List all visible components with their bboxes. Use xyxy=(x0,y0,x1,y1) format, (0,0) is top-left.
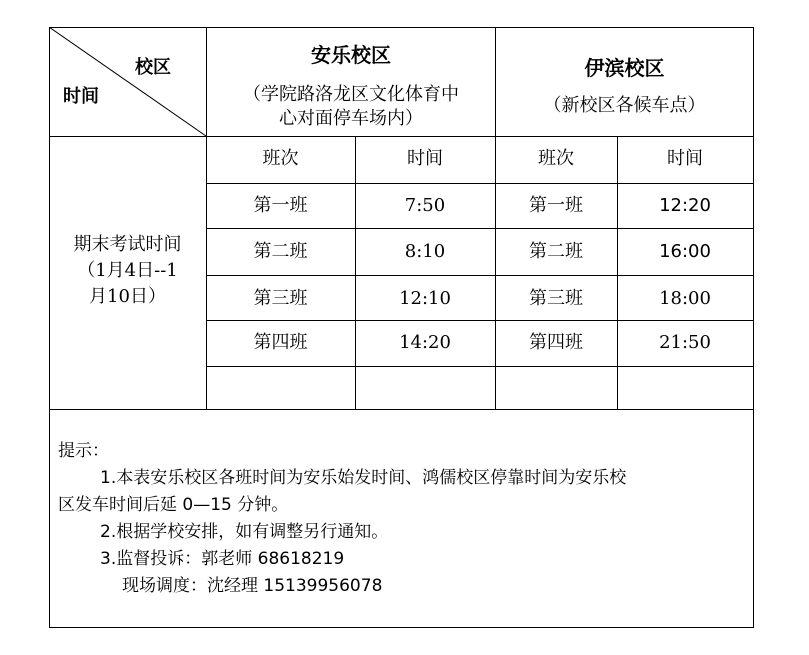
note-item-3-continued: 现场调度：沈经理 15139956078 xyxy=(122,576,383,596)
anle-shift-cell: 第二班 xyxy=(253,241,308,262)
row-divider xyxy=(206,275,754,276)
anle-shift-cell: 第四班 xyxy=(253,332,308,353)
yibin-time-cell: 16:00 xyxy=(659,241,711,262)
exam-period-dates: （1月4日--1 xyxy=(77,260,178,281)
corner-campus-label: 校区 xyxy=(135,57,171,78)
yibin-time-cell: 21:50 xyxy=(659,332,711,353)
yibin-shift-cell: 第一班 xyxy=(529,195,583,216)
anle-time-cell: 12:10 xyxy=(399,288,451,309)
note-item-2: 2.根据学校安排，如有调整另行通知。 xyxy=(100,522,389,542)
corner-time-label: 时间 xyxy=(63,86,99,107)
corner-diagonal xyxy=(49,27,207,137)
yibin-shift-cell: 第二班 xyxy=(529,241,583,262)
row-divider xyxy=(206,320,754,321)
col-divider xyxy=(617,136,618,409)
yibin-time-cell: 12:20 xyxy=(659,195,711,216)
anle-shift-cell: 第一班 xyxy=(253,195,308,216)
yibin-shift-cell: 第四班 xyxy=(529,332,583,353)
anle-campus-title: 安乐校区 xyxy=(311,43,391,67)
note-item-1: 1.本表安乐校区各班时间为安乐始发时间、鸿儒校区停靠时间为安乐校 xyxy=(100,468,627,488)
border-right xyxy=(753,27,754,628)
column-header-shift: 班次 xyxy=(262,148,299,169)
yibin-shift-cell: 第三班 xyxy=(529,288,583,309)
anle-time-cell: 14:20 xyxy=(399,332,451,353)
notes-title: 提示： xyxy=(58,441,109,461)
yibin-campus-title: 伊滨校区 xyxy=(584,56,665,80)
yibin-time-cell: 18:00 xyxy=(659,288,711,309)
anle-campus-location: （学院路洛龙区文化体育中 xyxy=(243,84,459,105)
anle-time-cell: 7:50 xyxy=(404,195,446,216)
exam-period-label: 期末考试时间 xyxy=(73,234,182,255)
column-header-time: 时间 xyxy=(407,148,443,169)
note-item-3: 3.监督投诉：郭老师 68618219 xyxy=(100,549,345,569)
row-divider xyxy=(206,366,754,367)
exam-period-dates: 月10日） xyxy=(89,286,166,307)
note-item-1-continued: 区发车时间后延 0—15 分钟。 xyxy=(58,495,289,515)
border-bottom xyxy=(49,627,754,628)
anle-time-cell: 8:10 xyxy=(404,241,446,262)
column-header-shift: 班次 xyxy=(538,148,574,169)
notes-divider xyxy=(49,409,754,410)
row-divider xyxy=(206,228,754,229)
anle-shift-cell: 第三班 xyxy=(253,288,308,309)
anle-campus-location: 心对面停车场内） xyxy=(279,108,423,129)
yibin-campus-location: （新校区各候车点） xyxy=(543,95,706,116)
col-divider xyxy=(355,136,356,409)
row-divider xyxy=(206,183,754,184)
column-header-time: 时间 xyxy=(667,148,703,169)
